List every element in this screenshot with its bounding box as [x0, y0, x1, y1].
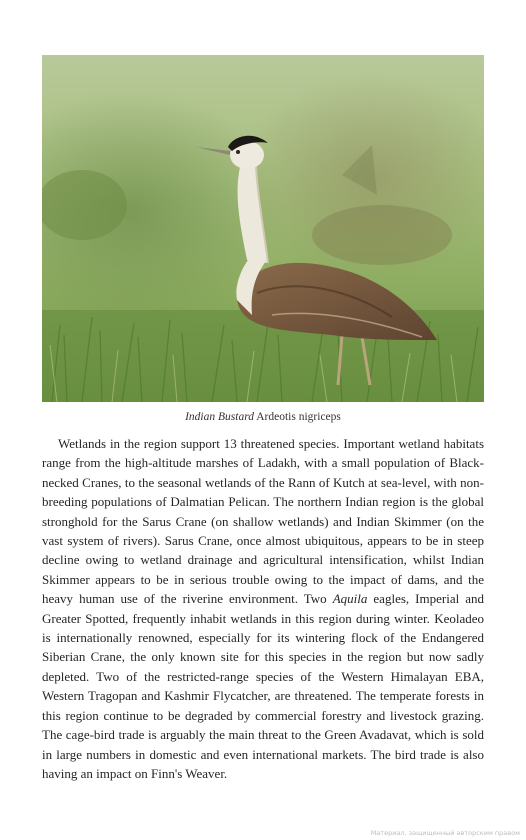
caption-common-name: Indian Bustard: [185, 411, 254, 423]
body-paragraph: [42, 434, 484, 783]
bustard-illustration: [42, 55, 484, 402]
paragraph-text-part2: eagles, Imperial and Greater Spotted, frequently inhabit wetlands in this region during winter. Keoladeo is internationally renowned, especially for its wintering flock of the Endangered Siberian Crane, the only known site for this species in the region but now sadly depleted. Two of the restricted-range species of the Western Himalayan EBA, Western Tragopan and Kashmir Flycatcher, are threatened. The temperate forests in this region continue to be degraded by commercial forestry and livestock grazing. The cage-bird trade is arguably the main threat to the Green Avadavat, which is sold in large numbers in domestic and even international markets. The bird trade is also having an impact on Finn's Weaver.: [42, 591, 484, 781]
paragraph-text-part1: Wetlands in the region support 13 threatened species. Important wetland habitats range from the high-altitude marshes of Ladakh, with a small population of Black-necked Cranes, to the seasonal wetlands of the Rann of Kutch at sea-level, with non-breeding populations of Dalmatian Pelican. The northern Indian region is the global stronghold for the Sarus Crane (on shallow wetlands) and Indian Skimmer (on the vast system of rivers). Sarus Crane, once almost ubiquitous, appears to be in steep decline owing to wetland drainage and agricultural intensification, whilst Indian Skimmer appears to be in serious trouble owing to the impact of dams, and the heavy human use of the riverine environment. Two: [42, 436, 484, 607]
paragraph-genus-italic: Aquila: [332, 591, 368, 607]
bustard-photo: [42, 55, 484, 402]
figure-caption: [0, 411, 526, 423]
copyright-watermark: Материал, защищенный авторским правом: [370, 829, 520, 837]
caption-scientific-name: Ardeotis nigriceps: [256, 411, 341, 423]
